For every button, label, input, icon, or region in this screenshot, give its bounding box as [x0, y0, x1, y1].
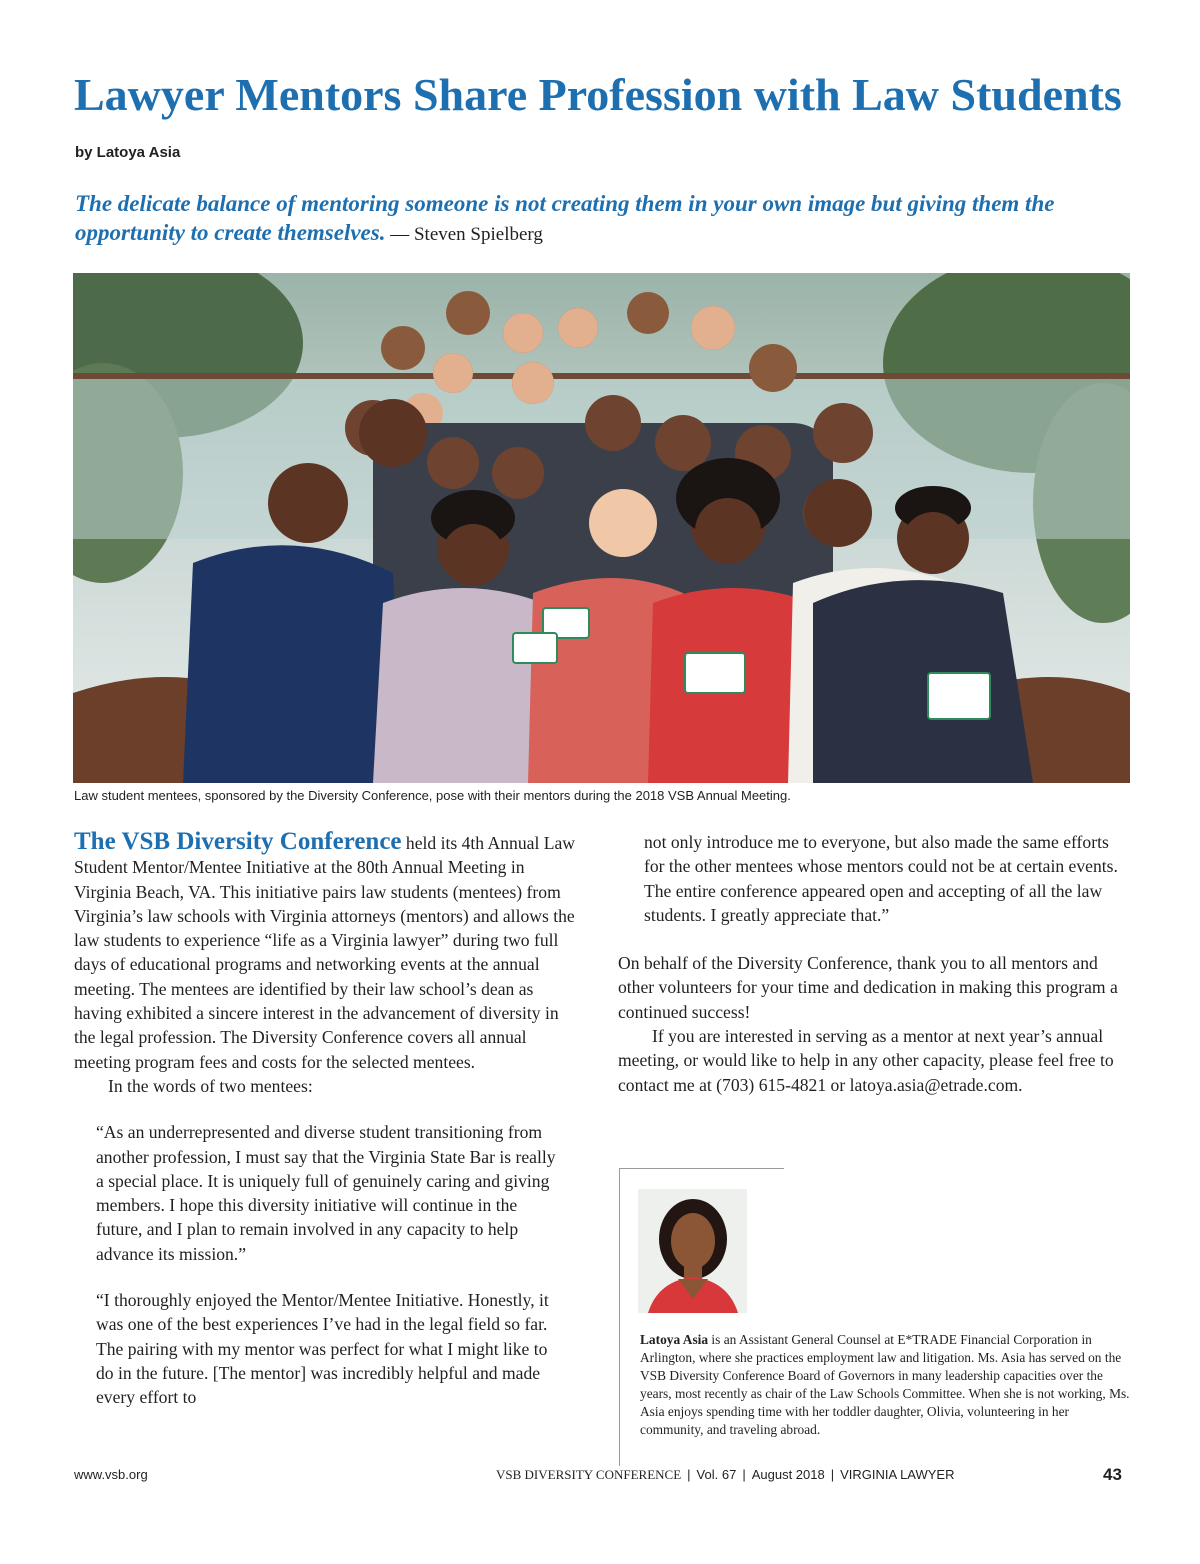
- footer-publication: VIRGINIA LAWYER: [840, 1467, 955, 1482]
- epigraph: [75, 189, 1135, 249]
- author-bio: [640, 1331, 1130, 1439]
- intro-paragraph: [74, 830, 582, 1074]
- contact-paragraph: If you are interested in serving as a mentor at next year’s annual meeting, or would like to help in any other capacity, please feel free to contact me at (703) 615-4821 or latoya.asia@etrade.com.: [618, 1026, 1114, 1095]
- left-column: [74, 830, 582, 1410]
- footer-date: August 2018: [751, 1467, 825, 1482]
- mentee-quote-2-end: not only introduce me to everyone, but also made the same efforts for the other mentees whose mentors could not be at certain events. The entire conference appeared open and accepting of all the law students. I greatly appreciate that.”: [644, 832, 1118, 925]
- footer-website: www.vsb.org: [74, 1467, 148, 1482]
- right-column: [618, 830, 1130, 1097]
- footer-volume: Vol. 67: [696, 1467, 737, 1482]
- bio-text: is an Assistant General Counsel at E*TRADE Financial Corporation in Arlington, where she practices employment law and litigation. Ms. Asia has served on the VSB Diversity Conference Board of Governors in many leadership capacities over the years, most recently as chair of the Law Schools Committee. When she is not working, Ms. Asia enjoys spending time with her toddler daughter, Olivia, volunteering in her community, and traveling abroad.: [640, 1332, 1130, 1437]
- photo-caption: Law student mentees, sponsored by the Diversity Conference, pose with their mentors during the 2018 VSB Annual Meeting.: [74, 788, 791, 803]
- footer-section: VSB DIVERSITY CONFERENCE: [496, 1467, 682, 1482]
- footer-separator: |: [830, 1467, 835, 1482]
- byline: by Latoya Asia: [75, 144, 181, 161]
- article-title: Lawyer Mentors Share Profession with Law Students: [74, 69, 1122, 120]
- intro-text: held its 4th Annual Law Student Mentor/Mentee Initiative at the 80th Annual Meeting in Virginia Beach, VA. This initiative pairs law students (mentees) from Virginia’s law schools with Virginia attorneys (mentors) and allows the law students to experience “life as a Virginia lawyer” during two full days of educational programs and networking events at the annual meeting. The mentees are identified by their law school’s dean as having exhibited a sincere interest in the advancement of diversity in the legal profession. The Diversity Conference covers all annual meeting program fees and costs for the selected mentees.: [74, 833, 575, 1072]
- footer-info: [496, 1467, 955, 1483]
- author-headshot: [638, 1189, 747, 1313]
- bio-rule-left: [619, 1168, 620, 1466]
- footer-separator: |: [742, 1467, 746, 1482]
- footer-separator: |: [687, 1467, 691, 1482]
- bio-rule-top: [619, 1168, 784, 1169]
- page-number: 43: [1103, 1465, 1122, 1484]
- mentee-quote-1: “As an underrepresented and diverse student transitioning from another profession, I must say that the Virginia State Bar is really a special place. It is uniquely full of genuinely caring and giving members. I hope this diversity initiative will continue in the future, and I plan to remain involved in any capacity to help advance its mission.”: [96, 1122, 556, 1264]
- bio-name: Latoya Asia: [640, 1332, 709, 1347]
- lead-in: The VSB Diversity Conference: [74, 828, 402, 855]
- group-photo: [73, 273, 1130, 783]
- mentee-quote-2-start: “I thoroughly enjoyed the Mentor/Mentee Initiative. Honestly, it was one of the best experiences I’ve had in the legal field so far. The pairing with my mentor was perfect for what I might like to do in the future. [The mentor] was incredibly helpful and made every effort to: [96, 1290, 549, 1408]
- mentee-intro: In the words of two mentees:: [108, 1075, 313, 1096]
- epigraph-quote: The delicate balance of mentoring someone is not creating them in your own image but giving them the opportunity to create themselves.: [75, 191, 1055, 245]
- epigraph-attribution: — Steven Spielberg: [385, 224, 543, 245]
- thanks-paragraph: On behalf of the Diversity Conference, thank you to all mentors and other volunteers for your time and dedication in making this program a continued success!: [618, 953, 1118, 1022]
